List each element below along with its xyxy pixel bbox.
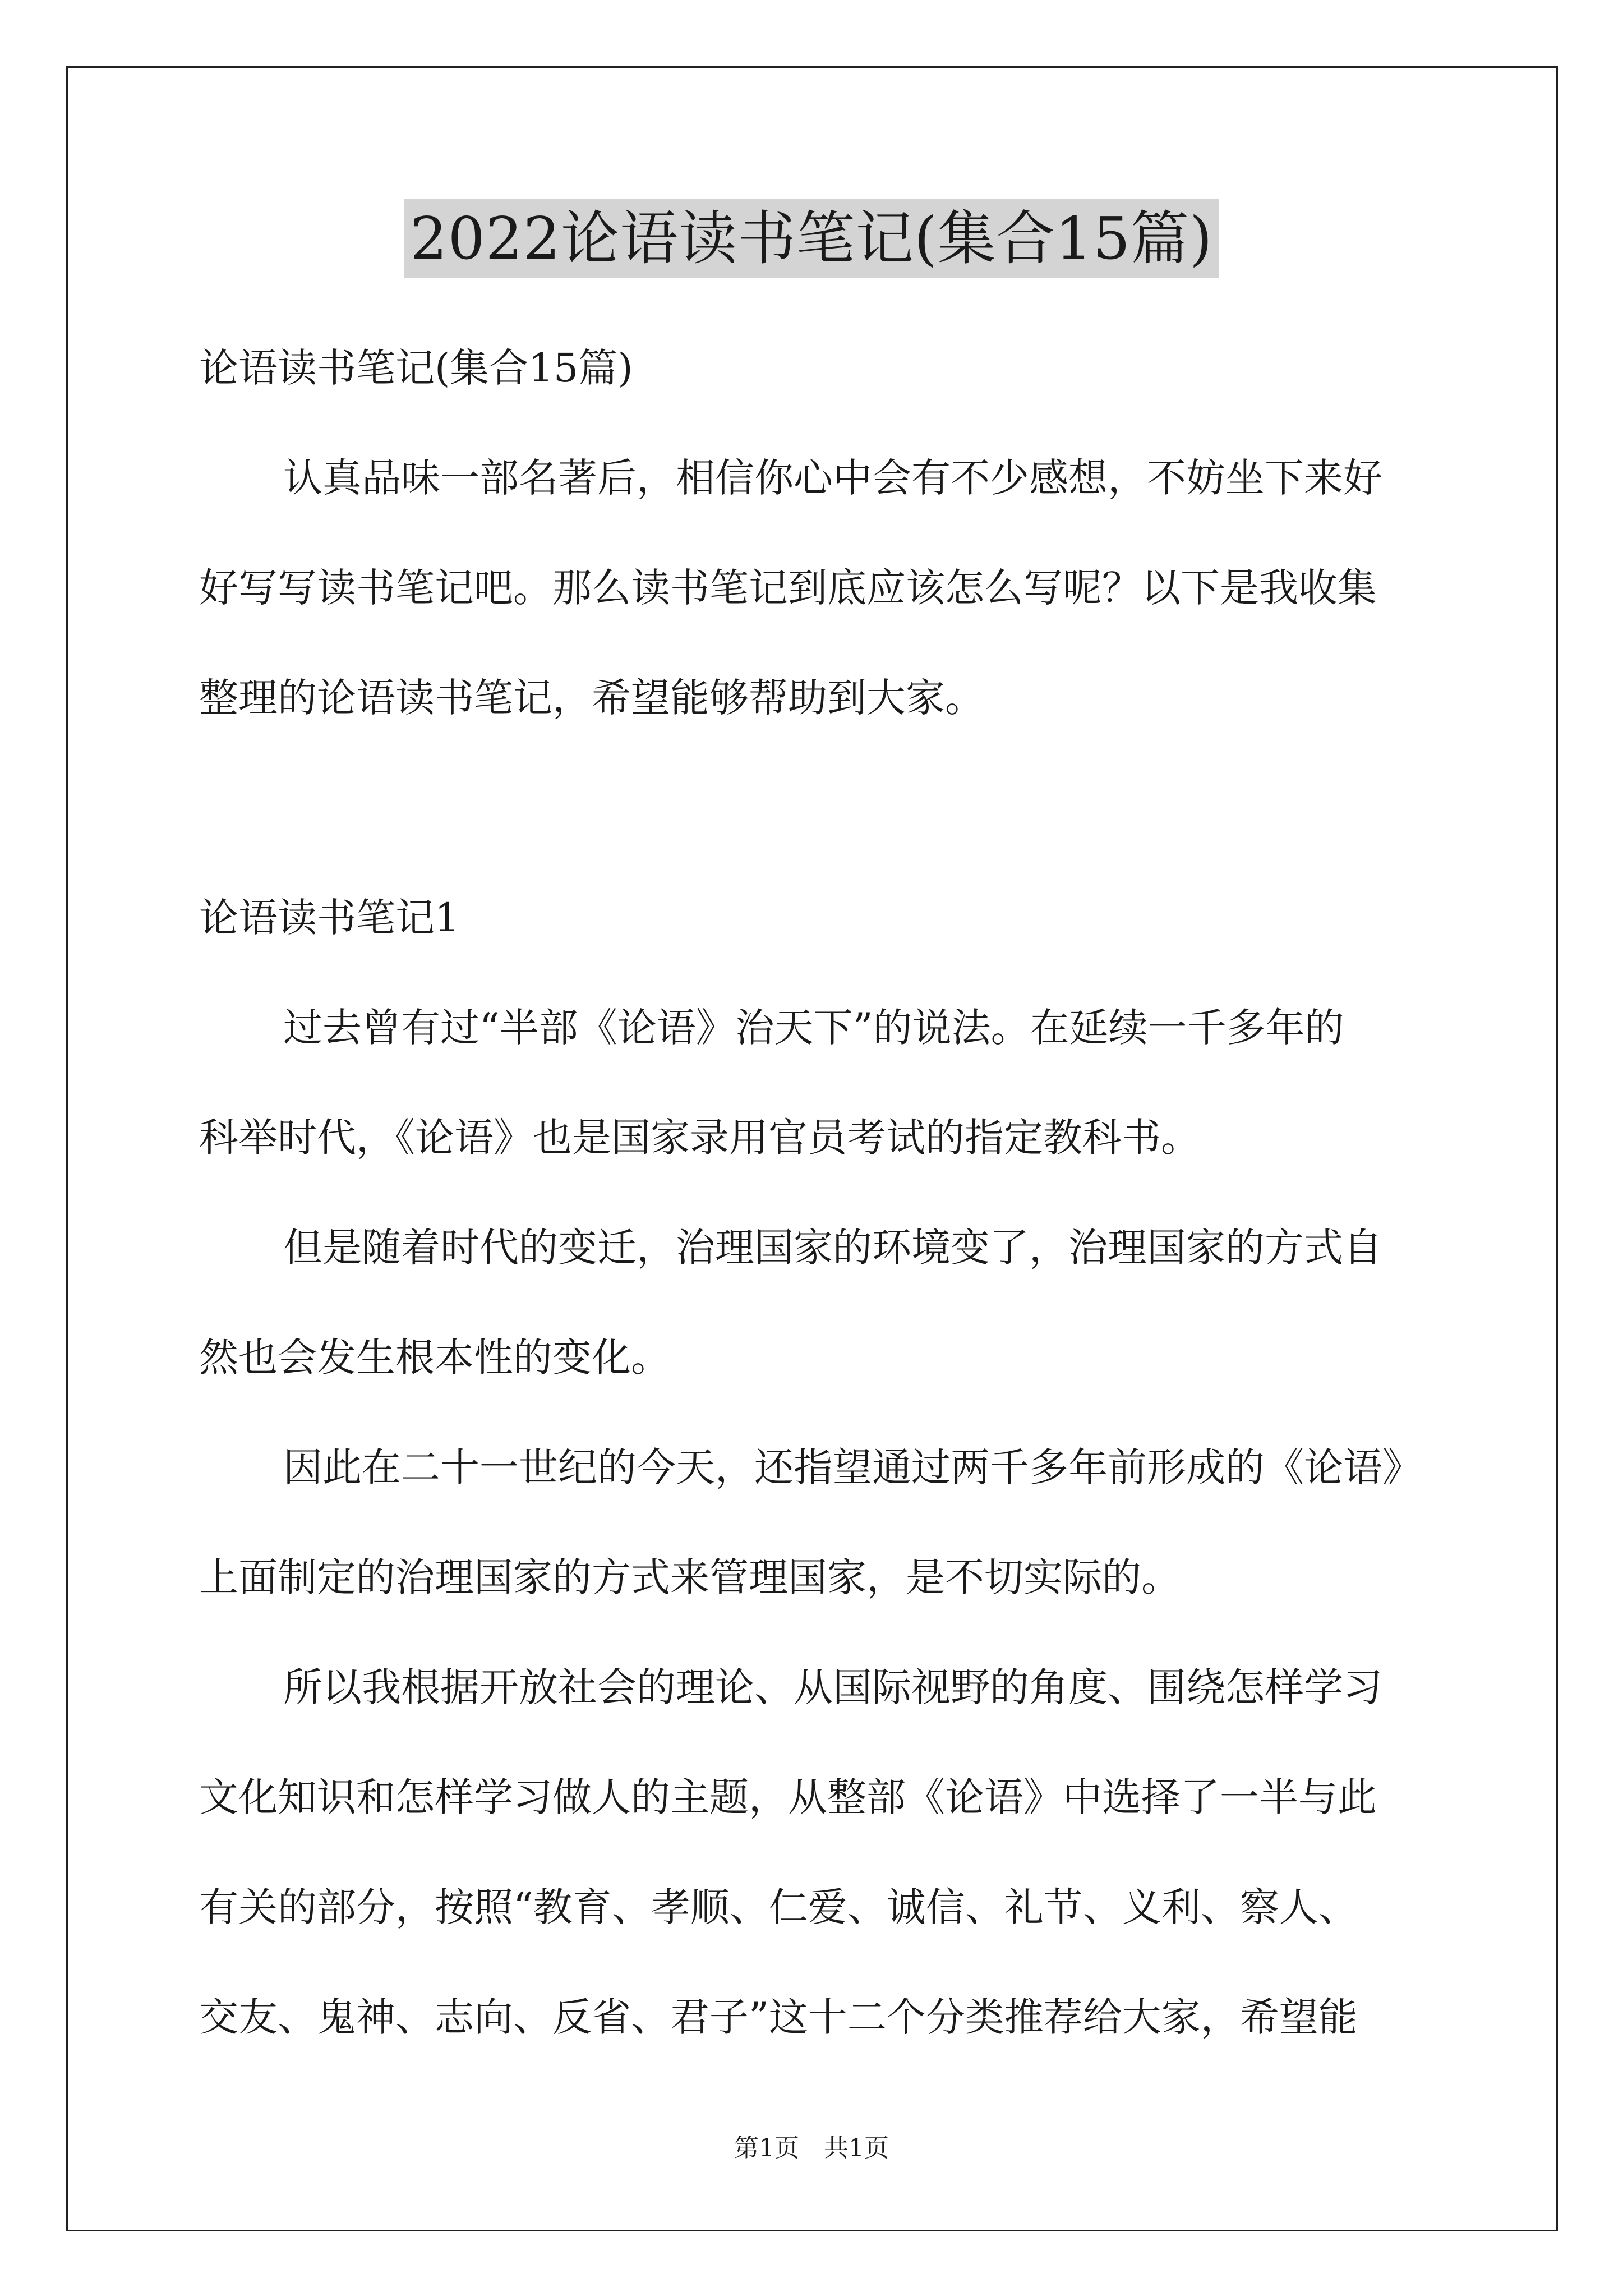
paragraph-line: 然也会发生根本性的变化。 (199, 1335, 670, 1381)
paragraph-line: 上面制定的治理国家的方式来管理国家，是不切实际的。 (199, 1554, 1181, 1600)
document-body (199, 313, 1433, 2072)
paragraph-line: 交友、鬼神、志向、反省、君子”这十二个分类推荐给大家，希望能 (199, 1994, 1358, 2040)
subtitle-line: 论语读书笔记(集合15篇) (199, 345, 633, 391)
title-container (0, 199, 1623, 278)
paragraph-line: 但是随着时代的变迁，治理国家的环境变了，治理国家的方式自 (283, 1225, 1382, 1271)
paragraph-line: 好写写读书笔记吧。那么读书笔记到底应该怎么写呢？以下是我收集 (199, 565, 1377, 611)
paragraph-line: 过去曾有过“半部《论语》治天下”的说法。在延续一千多年的 (283, 1005, 1344, 1051)
section-heading: 论语读书笔记1 (199, 895, 460, 941)
paragraph-line: 因此在二十一世纪的今天，还指望通过两千多年前形成的《论语》 (283, 1444, 1422, 1490)
page-footer: 第1页 共1页 (734, 2134, 889, 2162)
paragraph-line: 认真品味一部名著后，相信你心中会有不少感想，不妨坐下来好 (283, 455, 1382, 501)
paragraph-line: 文化知识和怎样学习做人的主题，从整部《论语》中选择了一半与此 (199, 1774, 1377, 1820)
document-title: 2022论语读书笔记(集合15篇) (404, 199, 1218, 278)
paragraph-line: 所以我根据开放社会的理论、从国际视野的角度、围绕怎样学习 (283, 1664, 1382, 1710)
paragraph-line: 整理的论语读书笔记，希望能够帮助到大家。 (199, 675, 984, 721)
blank-line (199, 753, 1433, 863)
paragraph-line: 有关的部分，按照“教育、孝顺、仁爱、诚信、礼节、义利、察人、 (199, 1884, 1358, 1930)
paragraph-line: 科举时代，《论语》也是国家录用官员考试的指定教科书。 (199, 1115, 1200, 1161)
